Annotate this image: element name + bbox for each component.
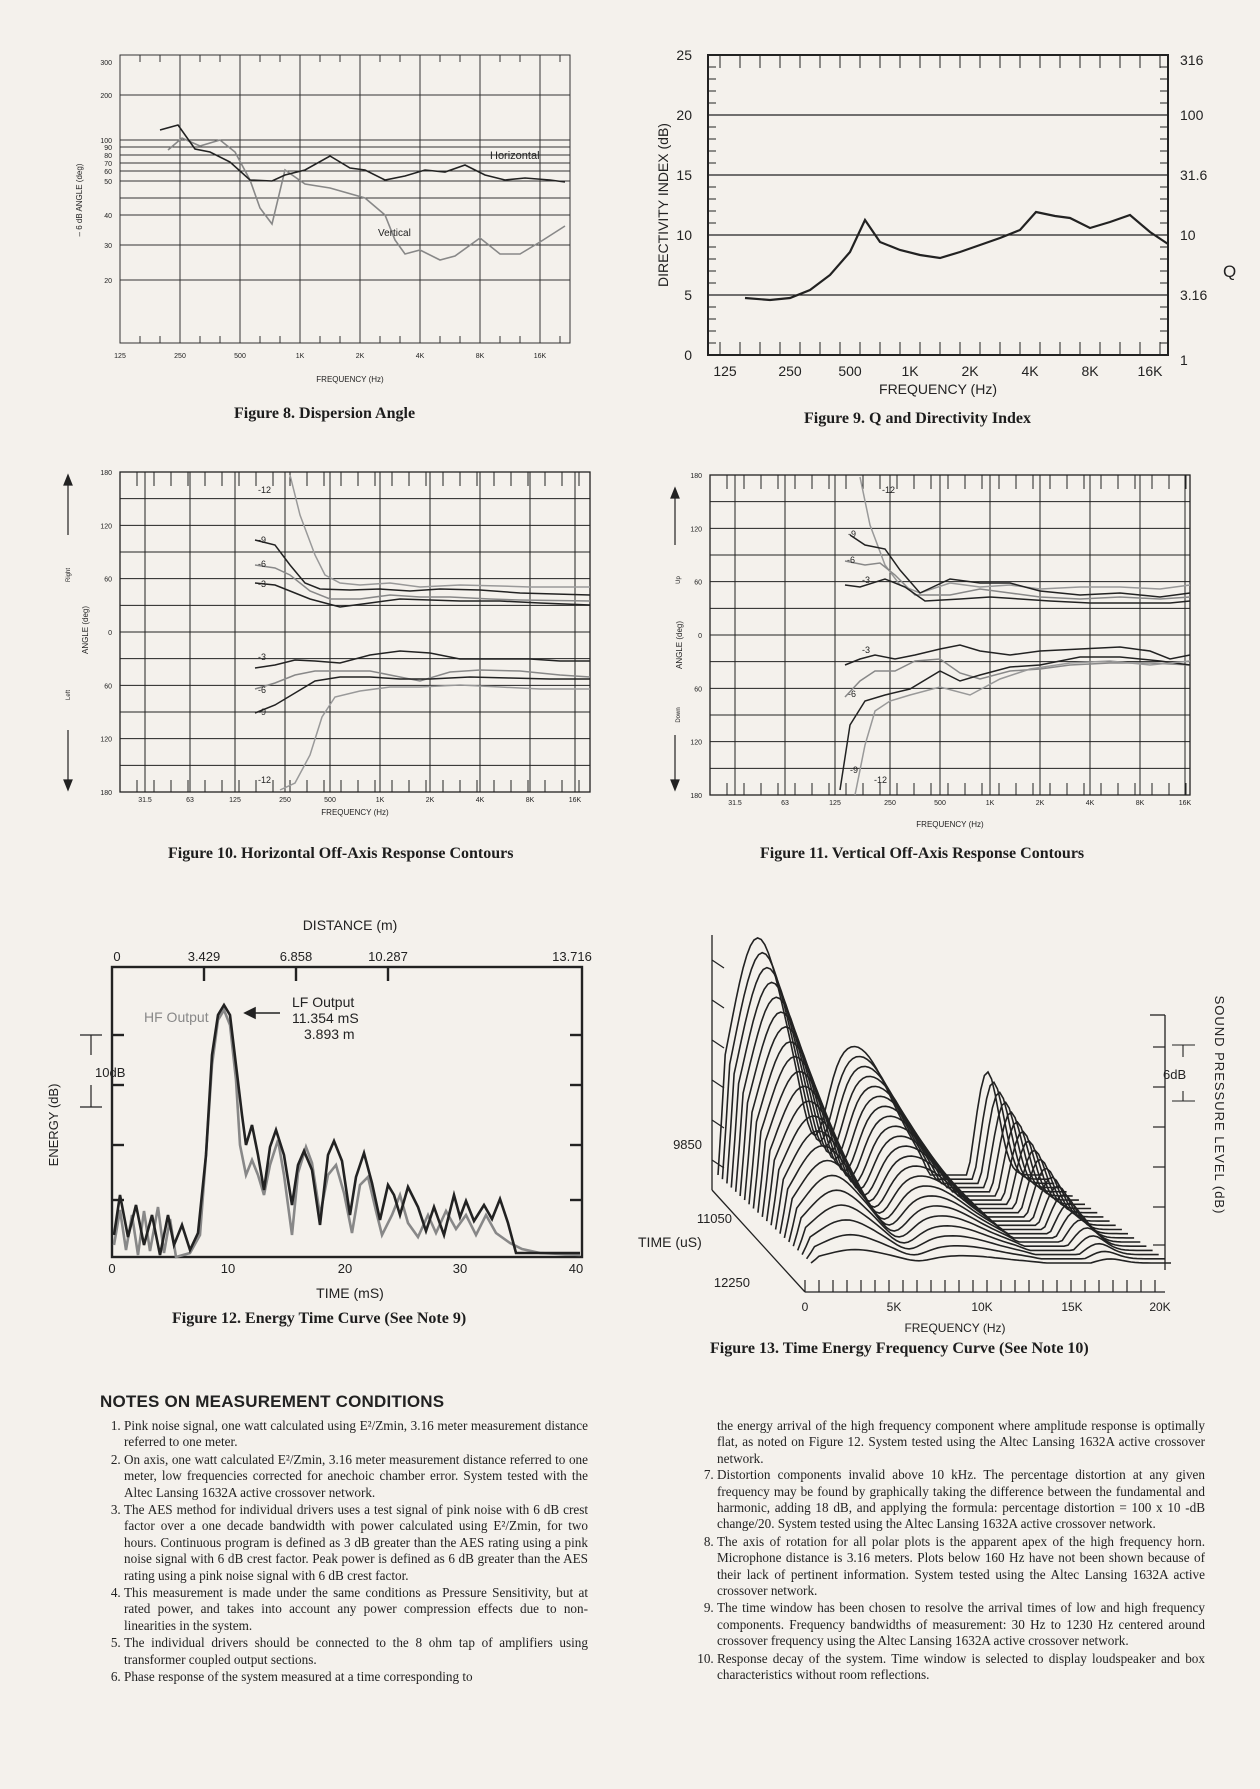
fig9-y2tick-label: 316 bbox=[1180, 52, 1204, 68]
fig12-ylabel: ENERGY (dB) bbox=[46, 1083, 61, 1167]
fig10-xtick-label: 4K bbox=[475, 797, 485, 804]
fig9-y2tick-label: 10 bbox=[1180, 227, 1196, 243]
fig8-xtick-label: 250 bbox=[174, 353, 186, 360]
fig11-xtick-label: 4K bbox=[1085, 800, 1095, 807]
fig10-contour-label: -6 bbox=[258, 559, 267, 569]
fig11-chart bbox=[660, 465, 1220, 835]
note-2: 2. On axis, one watt calculated E²/Zmin, 3.16 meter measurement distance referred to one meter, low frequencies corrected for anechoic chamber error. System tested with the Altec Lansing 1632A active crossover network. bbox=[124, 1452, 588, 1501]
note-6-continuation: the energy arrival of the high frequency component where amplitude response is optimally flat, as noted on Figure 12. System tested using the Altec Lansing 1632A active crossover network. bbox=[717, 1418, 1205, 1466]
fig12-top-tick-label: 10.287 bbox=[368, 949, 408, 964]
fig11-ylabel: ANGLE (deg) bbox=[675, 620, 684, 670]
fig13-time-tick-label: 11050 bbox=[696, 1211, 732, 1226]
fig11-contour-minus9-down bbox=[840, 657, 1190, 790]
fig10-caption: Figure 10. Horizontal Off-Axis Response Contours bbox=[168, 845, 514, 862]
fig8-chart bbox=[60, 40, 600, 384]
fig10-ytick-label: 120 bbox=[100, 523, 112, 531]
fig10-contour-label: -9 bbox=[258, 535, 267, 545]
notes-left-column bbox=[100, 1418, 588, 1687]
fig11-contour-label: -3 bbox=[862, 645, 871, 655]
fig11-contour-label: -12 bbox=[874, 775, 888, 785]
fig10-xtick-label: 63 bbox=[186, 797, 194, 804]
fig8-xtick-label: 2K bbox=[355, 353, 365, 360]
fig8-horizontal-label: Horizontal bbox=[490, 150, 540, 162]
fig9-xtick-label: 500 bbox=[838, 363, 862, 379]
fig11-side-bottom: Down bbox=[676, 707, 682, 723]
fig11-caption: Figure 11. Vertical Off-Axis Response Contours bbox=[760, 845, 1085, 862]
fig11-contour-label: -6 bbox=[848, 689, 857, 699]
fig10-xtick-label: 16K bbox=[568, 797, 582, 804]
fig11-xtick-label: 8K bbox=[1135, 800, 1145, 807]
fig11-ytick-label: 120 bbox=[690, 739, 702, 747]
fig10-xtick-label: 8K bbox=[525, 797, 535, 804]
fig13-waterfall bbox=[718, 938, 1171, 1263]
fig8-ytick-label: 50 bbox=[104, 179, 112, 186]
fig10-ytick-label: 180 bbox=[100, 790, 112, 797]
fig12-xlabel: TIME (mS) bbox=[316, 1285, 384, 1301]
fig13-xtick-label: 15K bbox=[1061, 1300, 1083, 1314]
figure-11 bbox=[660, 465, 1220, 835]
fig12-lf-output-curve bbox=[114, 1005, 580, 1255]
fig10-contour-minus12-right bbox=[290, 475, 590, 587]
fig11-ytick-label: 180 bbox=[690, 473, 702, 480]
fig9-xtick-label: 4K bbox=[1021, 363, 1039, 379]
fig9-xtick-label: 8K bbox=[1081, 363, 1099, 379]
fig10-contour-minus9-left bbox=[255, 677, 590, 713]
figure-10 bbox=[60, 465, 620, 835]
fig9-y2tick-label: 1 bbox=[1180, 352, 1188, 368]
fig12-lf-label-2: 11.354 mS bbox=[292, 1010, 359, 1026]
fig12-top-tick-label: 0 bbox=[113, 949, 121, 964]
fig9-xtick-label: 16K bbox=[1137, 363, 1163, 379]
fig8-ytick-label: 70 bbox=[104, 161, 112, 168]
note-8: 8. The axis of rotation for all polar plots is the apparent apex of the high frequency horn. Microphone distance is 3.16 meters. Plots below 160 Hz have not been shown because of their lack of pertinent information. System tested using the Altec Lansing 1632A active crossover network. bbox=[717, 1534, 1205, 1600]
notes-list-left bbox=[100, 1418, 588, 1686]
fig12-bottom-tick-label: 0 bbox=[108, 1261, 116, 1276]
fig13-tick bbox=[712, 1080, 724, 1088]
fig13-chart bbox=[638, 915, 1250, 1335]
fig10-ylabel: ANGLE (deg) bbox=[81, 605, 90, 655]
fig8-ylabel: – 6 dB ANGLE (deg) bbox=[75, 163, 84, 237]
fig10-contour-label: -3 bbox=[258, 652, 267, 662]
fig8-xtick-label: 1K bbox=[295, 353, 305, 360]
fig12-lf-label-1: LF Output bbox=[292, 994, 355, 1010]
fig13-caption: Figure 13. Time Energy Frequency Curve (See Note 10) bbox=[710, 1340, 1089, 1357]
fig10-side-top: Right bbox=[66, 567, 72, 583]
fig9-y2tick-label: 3.16 bbox=[1180, 287, 1208, 303]
fig8-ytick-label: 300 bbox=[100, 60, 112, 67]
note-5: 5. The individual drivers should be connected to the 8 ohm tap of amplifiers using transformer coupled output sections. bbox=[124, 1635, 588, 1668]
fig11-ytick-label: 60 bbox=[694, 579, 702, 587]
note-1: 1. Pink noise signal, one watt calculated using E²/Zmin, 3.16 meter measurement distance referred to one meter. bbox=[124, 1418, 588, 1451]
fig12-bottom-tick-label: 20 bbox=[337, 1261, 353, 1276]
fig13-scale-label: 6dB bbox=[1163, 1067, 1187, 1082]
figure-13 bbox=[638, 915, 1250, 1335]
figure-12 bbox=[40, 915, 620, 1315]
fig13-waterfall-slice bbox=[767, 1101, 1110, 1221]
fig8-ytick-label: 80 bbox=[104, 153, 112, 160]
fig12-bottom-tick-label: 40 bbox=[568, 1261, 584, 1276]
fig10-xtick-label: 1K bbox=[375, 797, 385, 804]
fig10-chart bbox=[60, 465, 620, 835]
fig8-xlabel: FREQUENCY (Hz) bbox=[316, 375, 384, 384]
fig8-xtick-label: 8K bbox=[475, 353, 485, 360]
fig8-ytick-label: 100 bbox=[100, 138, 112, 145]
notes-title: NOTES ON MEASUREMENT CONDITIONS bbox=[100, 1392, 445, 1411]
fig9-xlabel: FREQUENCY (Hz) bbox=[879, 381, 997, 397]
fig9-caption: Figure 9. Q and Directivity Index bbox=[804, 410, 1031, 427]
fig9-chart bbox=[650, 40, 1250, 420]
fig13-time-tick-label: 12250 bbox=[713, 1275, 750, 1290]
fig8-ytick-label: 90 bbox=[104, 145, 112, 152]
fig11-side-top: Up bbox=[676, 576, 682, 584]
fig12-lf-arrow bbox=[245, 1008, 280, 1018]
fig10-ytick-label: 180 bbox=[100, 470, 112, 477]
fig8-ytick-label: 40 bbox=[104, 213, 112, 220]
fig11-xtick-label: 250 bbox=[884, 800, 896, 807]
fig13-tick bbox=[712, 960, 724, 968]
fig9-xtick-label: 125 bbox=[713, 363, 737, 379]
note-9: 9. The time window has been chosen to resolve the arrival times of low and high frequency components. Frequency bandwidths of measurement: 30 Hz to 1230 Hz centered around crossover frequency using the Altec Lansing 1632A active crossover network. bbox=[717, 1600, 1205, 1649]
fig13-xtick-label: 20K bbox=[1149, 1300, 1171, 1314]
fig13-xtick-label: 0 bbox=[801, 1300, 809, 1314]
fig9-ylabel: DIRECTIVITY INDEX (dB) bbox=[655, 123, 671, 287]
fig13-xtick-label: 10K bbox=[971, 1300, 993, 1314]
fig13-time-tick-label: 9850 bbox=[673, 1137, 702, 1152]
fig8-ytick-label: 30 bbox=[104, 243, 112, 250]
fig8-xtick-label: 125 bbox=[114, 353, 126, 360]
fig10-xtick-label: 250 bbox=[279, 797, 291, 804]
note-3: 3. The AES method for individual drivers uses a test signal of pink noise with 6 dB crest factor over a one decade bandwidth with power calculated using E²/Zmin, for two hours. Continuous program is defined as 3 dB greater than the AES rating using a pink noise signal with 6 dB crest factor. Peak power is defined as 6 dB greater than the AES rating using a pink noise signal with 6 dB crest factor. bbox=[124, 1502, 588, 1584]
fig12-hf-output-curve bbox=[114, 1010, 580, 1257]
fig11-contour-minus6-down bbox=[845, 659, 1190, 697]
fig12-bottom-tick-label: 10 bbox=[220, 1261, 236, 1276]
fig9-xtick-label: 250 bbox=[778, 363, 802, 379]
fig8-ytick-label: 200 bbox=[100, 93, 112, 100]
fig10-contour-label: -6 bbox=[258, 685, 267, 695]
fig10-xlabel: FREQUENCY (Hz) bbox=[321, 808, 389, 817]
fig11-xlabel: FREQUENCY (Hz) bbox=[916, 820, 984, 829]
fig11-xtick-label: 500 bbox=[934, 800, 946, 807]
fig13-xlabel: FREQUENCY (Hz) bbox=[904, 1321, 1006, 1335]
fig12-top-tick-label: 13.716 bbox=[552, 949, 592, 964]
fig13-time-label: TIME (uS) bbox=[638, 1234, 702, 1250]
fig9-y2tick-label: 100 bbox=[1180, 107, 1204, 123]
fig13-tick bbox=[712, 1000, 724, 1008]
fig10-xtick-label: 125 bbox=[229, 797, 241, 804]
fig9-ytick-label: 10 bbox=[676, 227, 692, 243]
fig12-top-axis-label: DISTANCE (m) bbox=[302, 917, 398, 933]
fig10-ytick-label: 60 bbox=[104, 683, 112, 691]
fig11-xtick-label: 125 bbox=[829, 800, 841, 807]
fig13-tick bbox=[712, 1120, 724, 1128]
note-4: 4. This measurement is made under the same conditions as Pressure Sensitivity, but at rated power, and takes into account any power compression effects due to non-linearities in the system. bbox=[124, 1585, 588, 1634]
notes-right-column bbox=[693, 1418, 1205, 1685]
fig13-xtick-label: 5K bbox=[886, 1300, 902, 1314]
fig10-contour-label: -12 bbox=[258, 775, 272, 785]
fig13-waterfall-slice bbox=[727, 968, 1054, 1184]
fig11-contour-minus3-up bbox=[845, 579, 1190, 603]
fig11-xtick-label: 63 bbox=[781, 800, 789, 807]
fig8-xtick-label: 4K bbox=[415, 353, 425, 360]
fig9-y2label: Q bbox=[1223, 262, 1237, 281]
fig11-contour-label: -12 bbox=[882, 485, 896, 495]
fig9-xtick-label: 2K bbox=[961, 363, 979, 379]
fig9-xtick-label: 1K bbox=[901, 363, 919, 379]
fig10-contour-label: -3 bbox=[258, 579, 267, 589]
fig12-scale-label: 10dB bbox=[95, 1065, 126, 1080]
fig11-contour-label: -3 bbox=[862, 575, 871, 585]
fig10-ytick-label: 0 bbox=[108, 630, 112, 637]
fig13-waterfall-slice bbox=[749, 1042, 1085, 1205]
fig13-waterfall-slice bbox=[731, 982, 1060, 1187]
fig10-contour-minus12-left bbox=[280, 685, 590, 790]
fig10-side-bottom: Left bbox=[66, 689, 72, 701]
fig9-ytick-label: 5 bbox=[684, 287, 692, 303]
fig11-xtick-label: 1K bbox=[985, 800, 995, 807]
note-10: 10. Response decay of the system. Time window is selected to display loudspeaker and box characteristics without room reflections. bbox=[717, 1651, 1205, 1684]
fig11-ytick-label: 0 bbox=[698, 633, 702, 640]
fig12-top-tick-label: 3.429 bbox=[187, 949, 221, 964]
fig12-hf-label: HF Output bbox=[144, 1009, 209, 1025]
fig10-contour-label: -9 bbox=[258, 707, 267, 717]
fig12-caption: Figure 12. Energy Time Curve (See Note 9) bbox=[172, 1310, 467, 1327]
fig11-contour-label: -9 bbox=[850, 765, 859, 775]
fig13-tick bbox=[712, 1040, 724, 1048]
fig12-chart bbox=[40, 915, 620, 1315]
fig9-ytick-label: 20 bbox=[676, 107, 692, 123]
figure-9 bbox=[650, 40, 1250, 420]
fig11-ytick-label: 60 bbox=[694, 686, 702, 694]
fig11-contour-label: -9 bbox=[848, 529, 857, 539]
fig11-xtick-label: 16K bbox=[1178, 800, 1192, 807]
fig10-xtick-label: 31.5 bbox=[138, 797, 152, 804]
fig11-xtick-label: 31.5 bbox=[728, 800, 742, 807]
fig12-top-tick-label: 6.858 bbox=[279, 949, 313, 964]
fig11-ytick-label: 120 bbox=[690, 526, 702, 534]
fig8-vertical-label: Vertical bbox=[378, 228, 411, 239]
fig9-ytick-label: 15 bbox=[676, 167, 692, 183]
fig10-xtick-label: 500 bbox=[324, 797, 336, 804]
note-7: 7. Distortion components invalid above 10 kHz. The percentage distortion at any given frequency may be found by graphically taking the difference between the fundamental and harmonic, adding 18 dB, and applying the formula: percentage distortion = 100 x 10 -dB change/20. System tested using the Altec Lansing 1632A active crossover network. bbox=[717, 1467, 1205, 1533]
fig10-ytick-label: 60 bbox=[104, 576, 112, 584]
fig10-xtick-label: 2K bbox=[425, 797, 435, 804]
fig12-lf-label-3: 3.893 m bbox=[304, 1026, 355, 1042]
notes-list-right bbox=[693, 1467, 1205, 1683]
fig9-ytick-label: 0 bbox=[684, 347, 692, 363]
fig13-right-label: SOUND PRESSURE LEVEL (dB) bbox=[1212, 995, 1227, 1215]
fig10-contour-label: -12 bbox=[258, 485, 272, 495]
figure-8 bbox=[60, 40, 600, 384]
fig9-y2tick-label: 31.6 bbox=[1180, 167, 1208, 183]
fig8-xtick-label: 500 bbox=[234, 353, 246, 360]
fig11-xtick-label: 2K bbox=[1035, 800, 1045, 807]
fig11-ytick-label: 180 bbox=[690, 793, 702, 800]
note-6: 6. Phase response of the system measured at a time corresponding to bbox=[124, 1669, 588, 1685]
fig9-directivity-curve bbox=[745, 212, 1168, 300]
fig10-ytick-label: 120 bbox=[100, 736, 112, 744]
fig8-ytick-label: 20 bbox=[104, 278, 112, 285]
fig8-ytick-label: 60 bbox=[104, 169, 112, 176]
fig8-xtick-label: 16K bbox=[533, 353, 547, 360]
fig12-bottom-tick-label: 30 bbox=[452, 1261, 468, 1276]
fig8-caption: Figure 8. Dispersion Angle bbox=[234, 405, 416, 422]
fig11-contour-label: -6 bbox=[847, 555, 856, 565]
fig9-ytick-label: 25 bbox=[676, 47, 692, 63]
fig10-contour-minus3-left bbox=[255, 651, 590, 668]
